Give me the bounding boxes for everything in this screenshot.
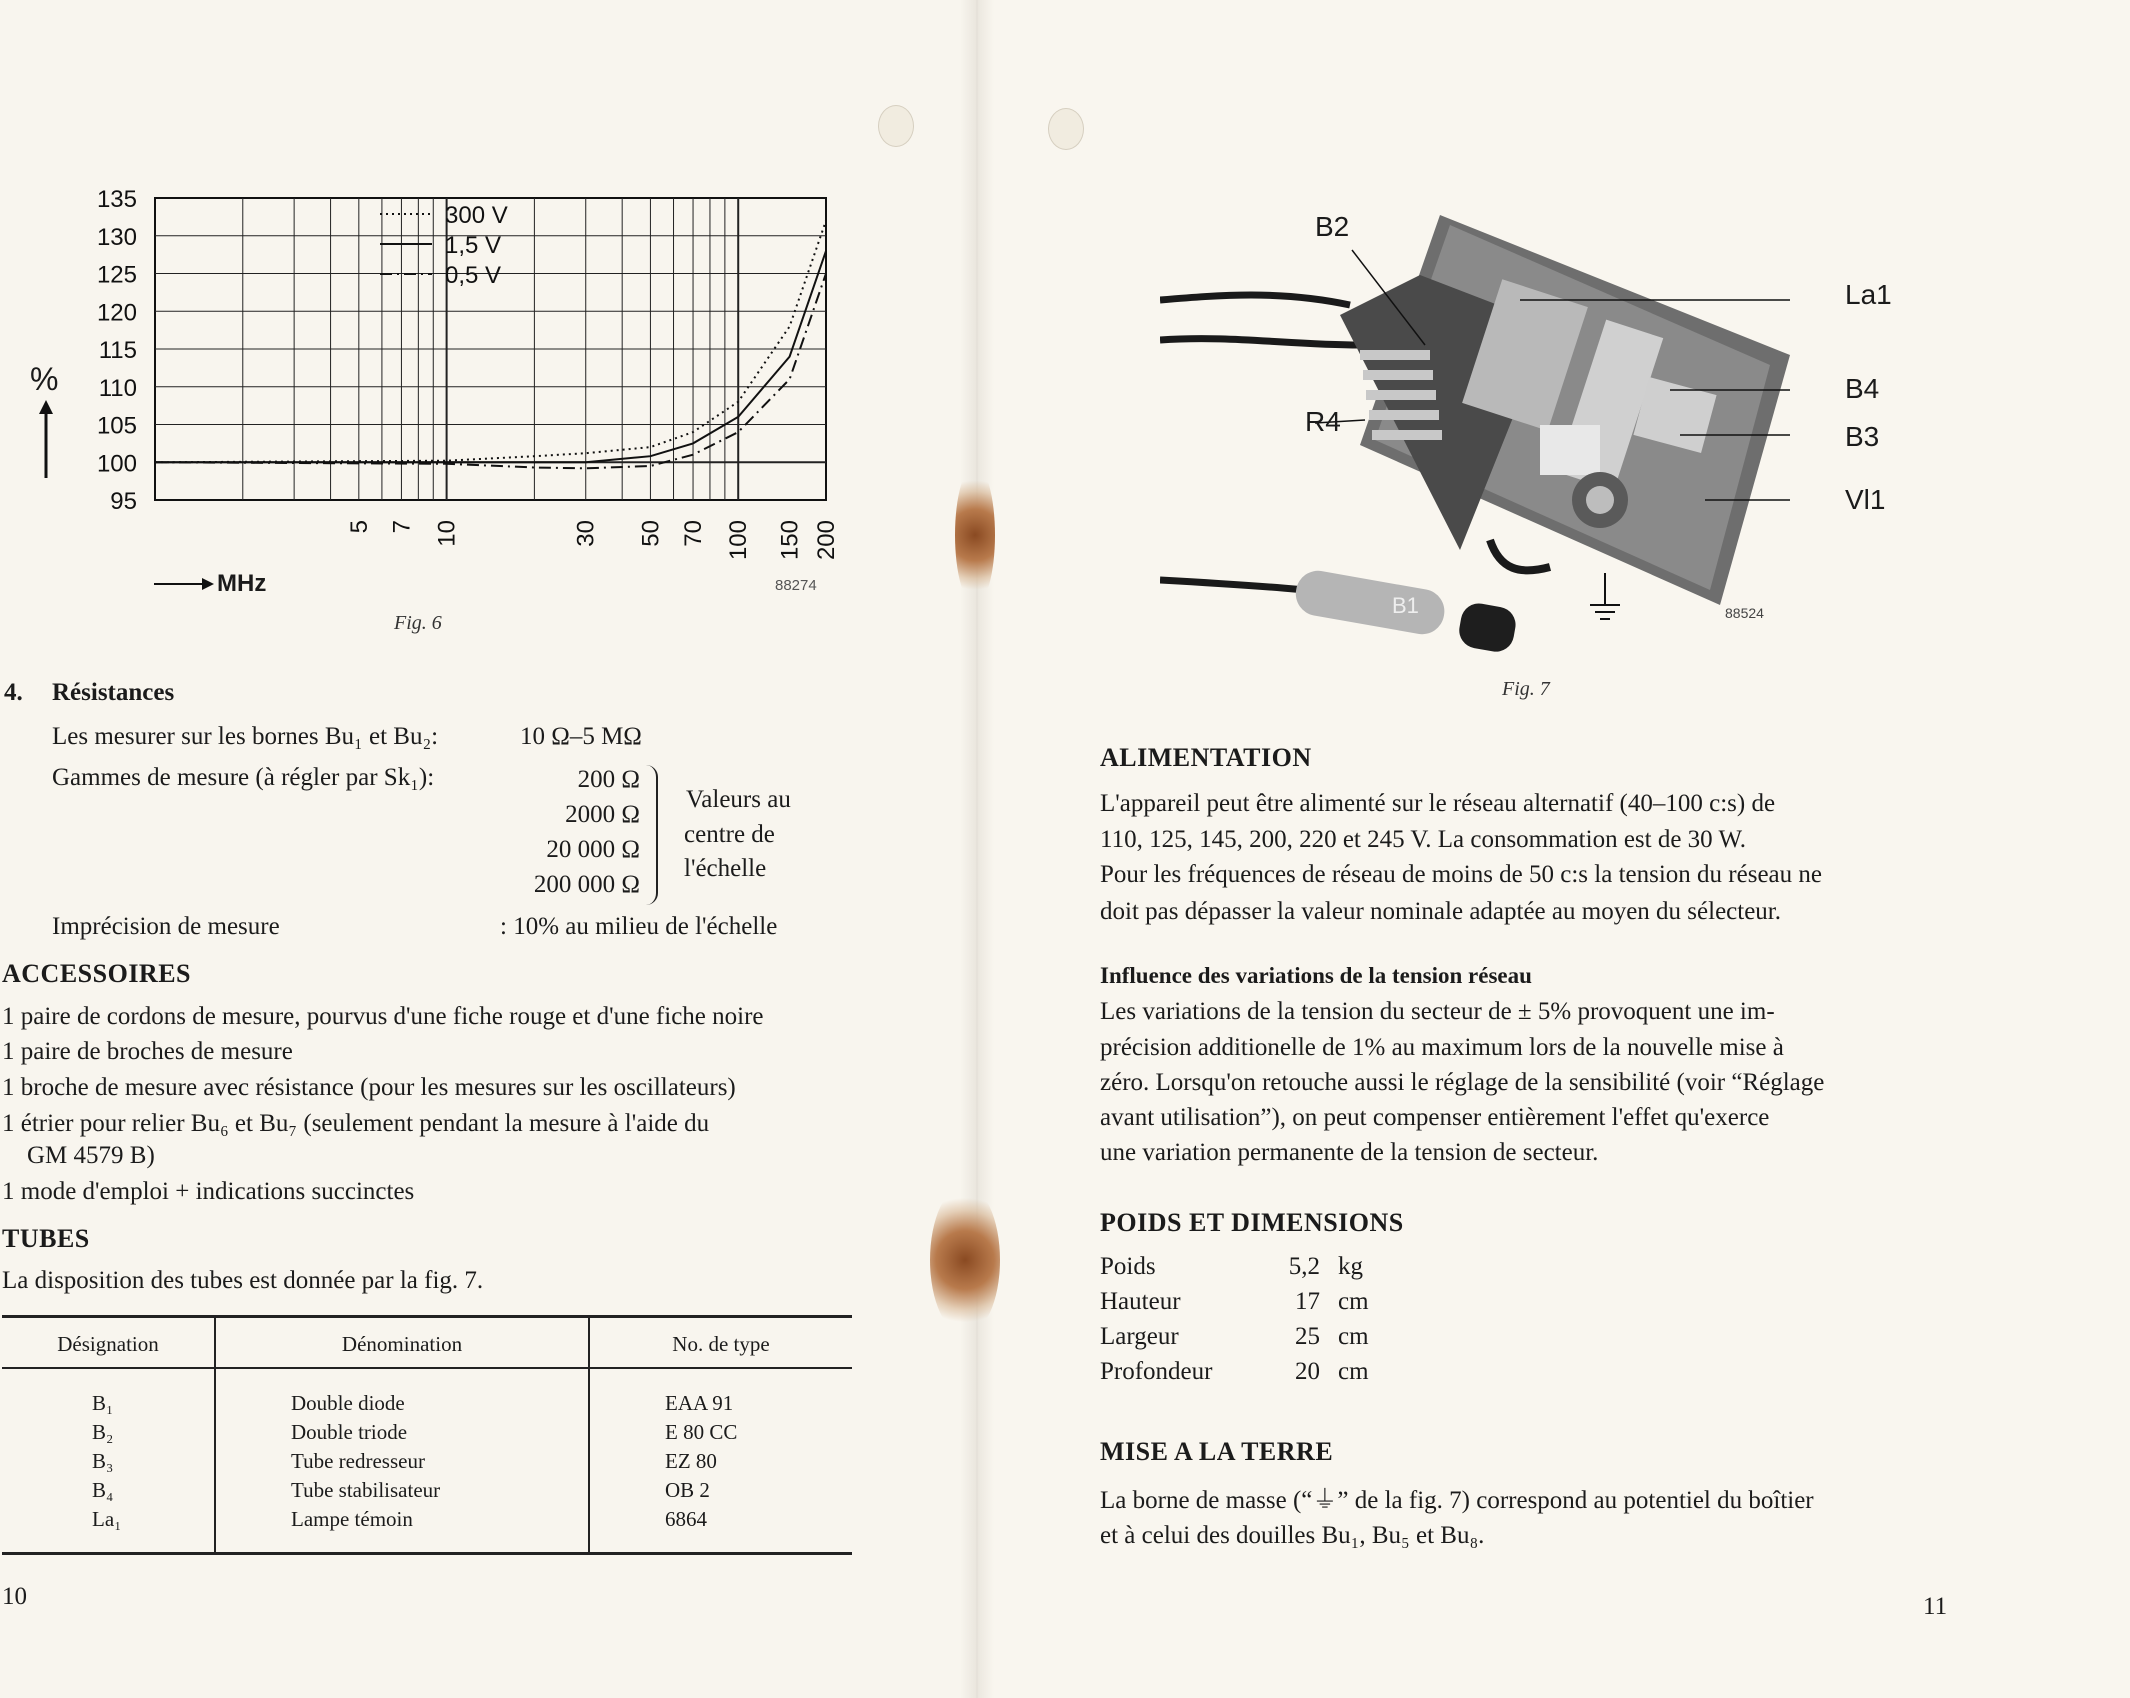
- staple-stain-upper: [955, 465, 995, 605]
- chart-y-tick-label: 100: [96, 450, 137, 478]
- photo-label-b4: B4: [1845, 373, 1880, 404]
- book-gutter: [960, 0, 994, 1698]
- chart-legend-label: 300 V: [445, 202, 508, 229]
- table-cell: B₃: [92, 1449, 114, 1473]
- influence-title: Influence des variations de la tension réseau: [1100, 963, 1532, 988]
- chart-y-tick-label: 135: [96, 186, 137, 213]
- accessory-item: 1 mode d'emploi + indications succinctes: [2, 1178, 415, 1205]
- accessory-item: GM 4579 B): [2, 1142, 155, 1169]
- table-cell: Tube stabilisateur: [215, 1476, 589, 1505]
- table-row: [2, 1368, 852, 1418]
- table-row: [2, 1447, 852, 1476]
- ranges-brace: [646, 765, 658, 905]
- page-number-left: 10: [2, 1583, 27, 1610]
- table-cell: La₁: [92, 1507, 122, 1531]
- table-cell: Lampe témoin: [215, 1505, 589, 1554]
- terre-line: et à celui des douilles Bu₁, Bu₅ et Bu₈.: [1100, 1522, 1485, 1549]
- binding-hole-right: [1048, 108, 1084, 150]
- table-cell: 6864: [589, 1505, 852, 1554]
- table-cell: EAA 91: [589, 1368, 852, 1418]
- alimentation-line: 110, 125, 145, 200, 220 et 245 V. La consommation est de 30 W.: [1100, 826, 1747, 853]
- photo-label-b1: B1: [1392, 593, 1419, 618]
- ranges-label: Gammes de mesure (à régler par Sk₁):: [52, 764, 435, 791]
- imprecision-label: Imprécision de mesure: [52, 913, 280, 940]
- page-number-right: 11: [1923, 1593, 1948, 1620]
- spec-value: 5,2: [1288, 1253, 1320, 1280]
- alimentation-line: L'appareil peut être alimenté sur le réseau alternatif (40–100 c:s) de: [1100, 790, 1776, 817]
- influence-line: zéro. Lorsqu'on retouche aussi le réglage de la sensibilité (voir “Réglage: [1100, 1069, 1825, 1096]
- range-value: 2000 Ω: [565, 801, 640, 828]
- influence-line: Les variations de la tension du secteur de ± 5% provoquent une im-: [1100, 998, 1775, 1025]
- table-cell: B₂: [92, 1420, 114, 1444]
- table-row: [2, 1505, 852, 1554]
- table-cell: E 80 CC: [589, 1418, 852, 1447]
- chart-y-tick-label: 120: [96, 299, 137, 327]
- influence-line: une variation permanente de la tension de secteur.: [1100, 1139, 1599, 1166]
- chart-x-ticks: [346, 520, 840, 560]
- chart-x-tick-label: 200: [813, 520, 840, 561]
- range-value: 200 000 Ω: [533, 871, 640, 898]
- staple-stain-lower: [930, 1185, 1000, 1335]
- measure-terminals-label: Les mesurer sur les bornes Bu₁ et Bu₂:: [52, 723, 439, 750]
- photo-label-b2: B2: [1315, 211, 1350, 242]
- alimentation-title: ALIMENTATION: [1100, 743, 1312, 772]
- photo-label-r4: R4: [1305, 406, 1341, 437]
- chart-legend-label: 1,5 V: [445, 232, 502, 259]
- spec-label: Largeur: [1100, 1323, 1179, 1350]
- spec-label: Profondeur: [1100, 1358, 1213, 1385]
- section-4-number: 4.: [4, 679, 23, 706]
- ranges-note: centre de: [684, 821, 775, 848]
- accessories-title: ACCESSOIRES: [2, 959, 192, 988]
- section-4-title: Résistances: [52, 679, 175, 706]
- chart-x-tick-label: 7: [388, 520, 416, 534]
- accessory-item: 1 paire de broches de mesure: [2, 1038, 293, 1065]
- spec-value: 25: [1295, 1323, 1320, 1350]
- spec-unit: cm: [1338, 1288, 1369, 1315]
- spec-value: 17: [1295, 1288, 1320, 1315]
- ranges-note: Valeurs au: [686, 786, 791, 813]
- chart-x-tick-label: 150: [776, 520, 804, 561]
- terre-title: MISE A LA TERRE: [1100, 1437, 1334, 1466]
- table-cell: Double triode: [215, 1418, 589, 1447]
- range-value: 200 Ω: [577, 766, 640, 793]
- dimensions-table: [1100, 1253, 1369, 1393]
- chart-x-tick-label: 50: [637, 520, 665, 547]
- spec-row: [1100, 1253, 1369, 1288]
- poids-title: POIDS ET DIMENSIONS: [1100, 1208, 1404, 1237]
- tubes-intro: La disposition des tubes est donnée par la fig. 7.: [2, 1267, 484, 1294]
- ranges-note: l'échelle: [684, 855, 767, 882]
- table-cell: OB 2: [589, 1476, 852, 1505]
- spec-unit: kg: [1338, 1253, 1363, 1280]
- chart-y-ticks: [97, 186, 137, 515]
- chart-x-tick-label: 100: [725, 520, 753, 561]
- alimentation-line: doit pas dépasser la valeur nominale adaptée au moyen du sélecteur.: [1100, 898, 1781, 925]
- chart-x-axis-label: MHz: [217, 570, 267, 597]
- chart-y-tick-label: 95: [110, 488, 137, 515]
- table-row: [2, 1476, 852, 1505]
- spec-unit: cm: [1338, 1323, 1369, 1350]
- photo-label-vl1: Vl1: [1845, 484, 1886, 515]
- table-header: No. de type: [589, 1317, 852, 1369]
- table-header-row: [2, 1317, 852, 1369]
- terre-line: La borne de masse (“⏚” de la fig. 7) correspond au potentiel du boîtier: [1100, 1487, 1814, 1514]
- chart-x-tick-label: 5: [345, 520, 373, 534]
- table-cell: Double diode: [215, 1368, 589, 1418]
- chart-y-tick-label: 110: [98, 374, 137, 402]
- influence-line: avant utilisation”), on peut compenser entièrement l'effet qu'exerce: [1100, 1104, 1770, 1131]
- figure-6-caption: Fig. 6: [394, 612, 442, 634]
- table-row: [2, 1418, 852, 1447]
- spec-row: [1100, 1288, 1369, 1323]
- imprecision-value: : 10% au milieu de l'échelle: [500, 913, 778, 940]
- photo-label-b3: B3: [1845, 421, 1880, 452]
- chart-y-tick-label: 130: [96, 223, 137, 251]
- spec-label: Poids: [1100, 1253, 1156, 1280]
- binding-hole-left: [878, 105, 914, 147]
- spec-unit: cm: [1338, 1358, 1369, 1385]
- chart-y-tick-label: 125: [96, 261, 137, 289]
- accessory-item: 1 broche de mesure avec résistance (pour les mesures sur les oscillateurs): [2, 1074, 736, 1101]
- measure-terminals-value: 10 Ω–5 MΩ: [520, 723, 642, 750]
- table-header: Désignation: [2, 1317, 215, 1369]
- photo-label-la1: La1: [1845, 279, 1892, 310]
- chart-y-unit-label: %: [30, 361, 59, 397]
- spec-row: [1100, 1323, 1369, 1358]
- accessory-item: 1 étrier pour relier Bu₆ et Bu₇ (seulement pendant la mesure à l'aide du: [2, 1110, 710, 1137]
- chart-x-tick-label: 10: [433, 520, 461, 547]
- alimentation-line: Pour les fréquences de réseau de moins de 50 c:s la tension du réseau ne: [1100, 861, 1822, 888]
- influence-line: précision additionelle de 1% au maximum lors de la nouvelle mise à: [1100, 1034, 1784, 1061]
- table-cell: Tube redresseur: [215, 1447, 589, 1476]
- chart-x-tick-label: 70: [680, 520, 708, 547]
- chart-legend: [380, 202, 508, 289]
- figure-7-caption: Fig. 7: [1502, 678, 1550, 700]
- range-value: 20 000 Ω: [546, 836, 640, 863]
- table-cell: B₄: [92, 1478, 114, 1502]
- y-axis-arrow-icon: [36, 400, 56, 480]
- spec-label: Hauteur: [1100, 1288, 1181, 1315]
- x-axis-arrow-icon: [152, 576, 216, 592]
- table-header: Dénomination: [215, 1317, 589, 1369]
- spec-value: 20: [1295, 1358, 1320, 1385]
- accessory-item: 1 paire de cordons de mesure, pourvus d'une fiche rouge et d'une fiche noire: [2, 1003, 764, 1030]
- tubes-table: [2, 1315, 852, 1555]
- table-cell: B₁: [92, 1391, 114, 1415]
- figure-7-code: 88524: [1725, 605, 1764, 621]
- spec-row: [1100, 1358, 1369, 1393]
- chart-y-tick-label: 115: [98, 337, 137, 364]
- chart-legend-label: 0,5 V: [445, 262, 502, 289]
- device-photo: [1160, 195, 1790, 665]
- frequency-response-chart: [20, 180, 850, 600]
- tubes-title: TUBES: [2, 1224, 90, 1253]
- figure-6-code: 88274: [775, 577, 817, 594]
- chart-x-tick-label: 30: [572, 520, 600, 547]
- chart-y-tick-label: 105: [96, 412, 137, 440]
- table-cell: EZ 80: [589, 1447, 852, 1476]
